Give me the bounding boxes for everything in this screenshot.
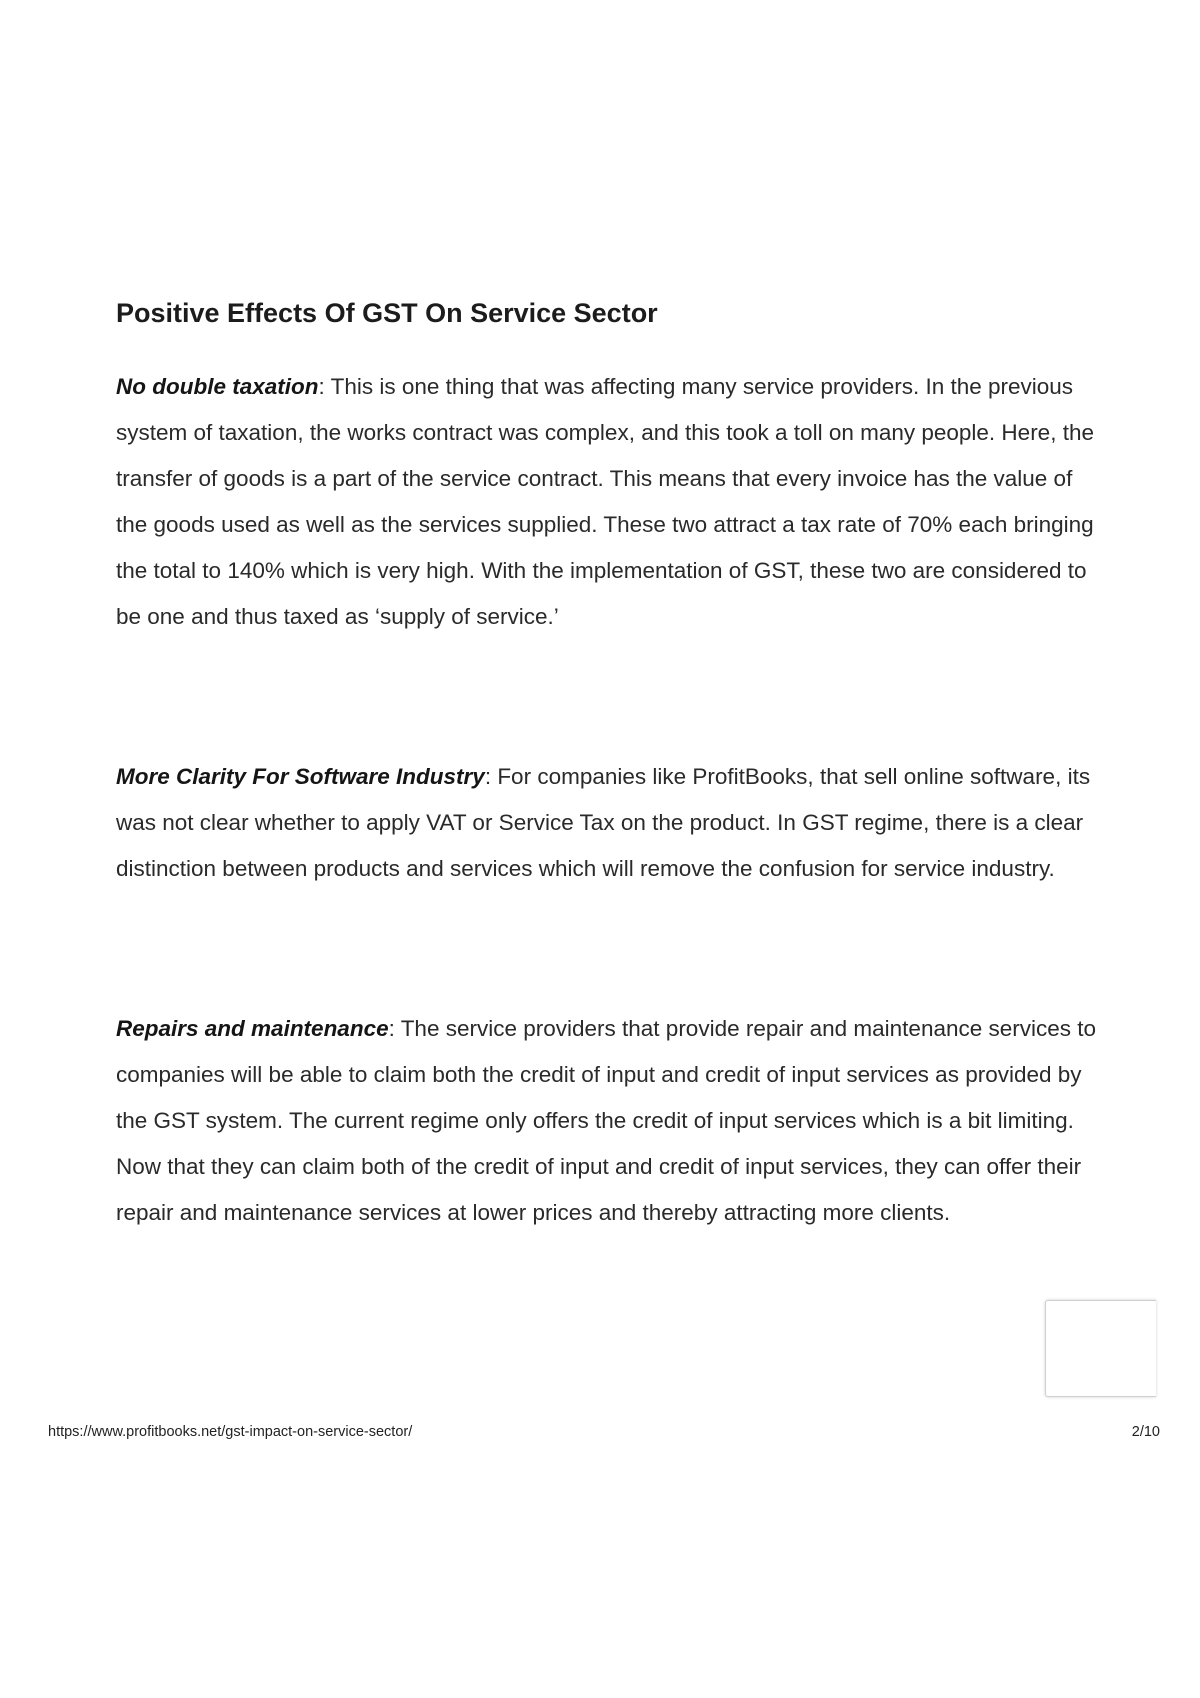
paragraph-lead: More Clarity For Software Industry [116, 764, 485, 789]
paragraph-software-clarity [116, 754, 1106, 892]
paragraph-lead: Repairs and maintenance [116, 1016, 389, 1041]
paragraph-body: : This is one thing that was affecting many service providers. In the previous system of taxation, the works contract was complex, and this took a toll on many people. Here, the transfer of goods is a part of the service contract. This means that every invoice has the value of the goods used as well as the services supplied. These two attract a tax rate of 70% each bringing the total to 140% which is very high. With the implementation of GST, these two are considered to be one and thus taxed as ‘supply of service.’ [116, 374, 1094, 629]
paragraph-lead: No double taxation [116, 374, 319, 399]
footer-url: https://www.profitbooks.net/gst-impact-on-service-sector/ [48, 1424, 413, 1440]
paragraph-double-taxation [116, 364, 1106, 640]
page-title: Positive Effects Of GST On Service Sector [116, 298, 658, 328]
page-number: 2/10 [1131, 1424, 1160, 1440]
paragraph-body: : The service providers that provide repair and maintenance services to companies will be able to claim both the credit of input and credit of input services as provided by the GST system. The current regime only offers the credit of input services which is a bit limiting. Now that they can claim both of the credit of input and credit of input services, they can offer their repair and maintenance services at lower prices and thereby attracting more clients. [116, 1016, 1097, 1225]
article [116, 296, 1106, 1236]
paragraph-body: : For companies like ProfitBooks, that sell online software, its was not clear whether to apply VAT or Service Tax on the product. In GST regime, there is a clear distinction between products and services which will remove the confusion for service industry. [116, 764, 1091, 881]
recaptcha-badge[interactable] [1045, 1300, 1156, 1397]
paragraph-repairs-maintenance [116, 1006, 1106, 1236]
